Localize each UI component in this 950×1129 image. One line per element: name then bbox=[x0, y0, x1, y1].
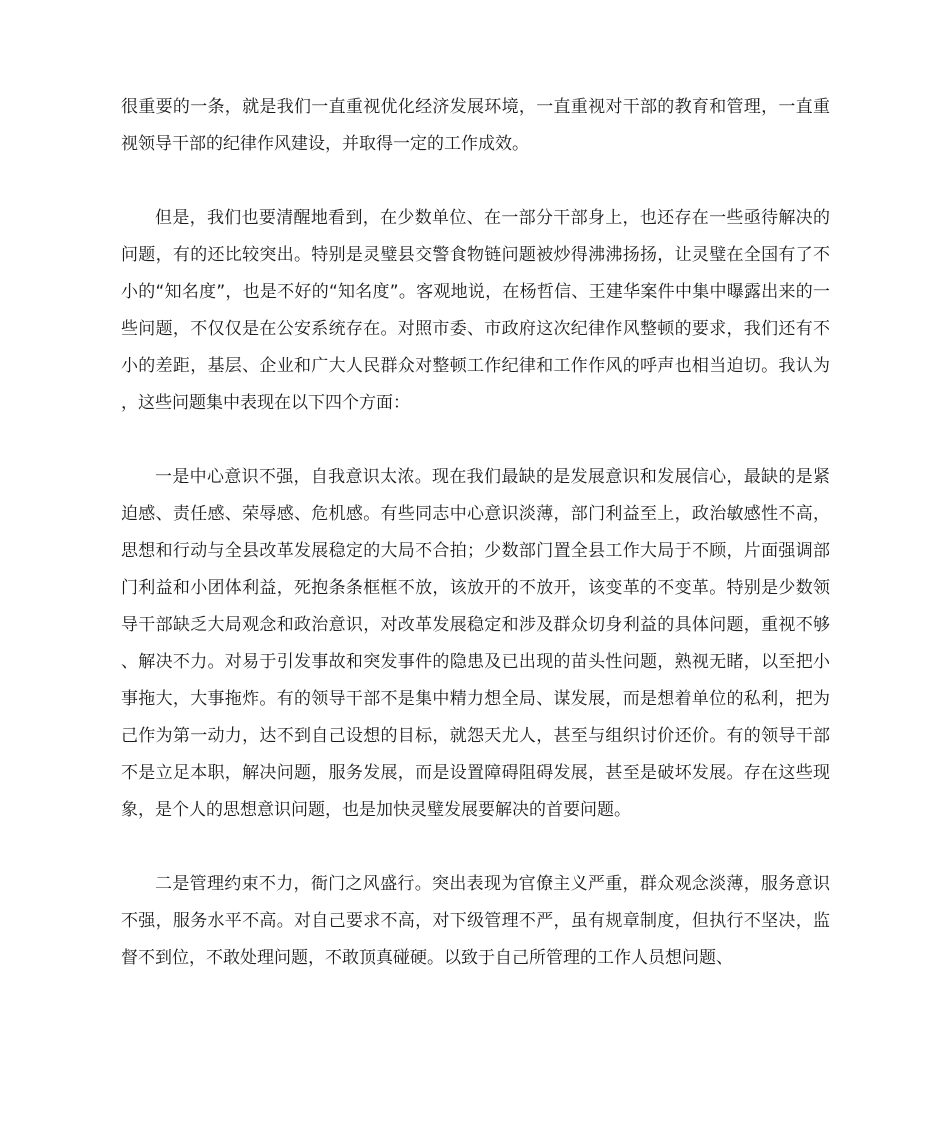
paragraph-gap bbox=[121, 829, 830, 866]
paragraph-continuation: 很重要的一条，就是我们一直重视优化经济发展环境，一直重视对干部的教育和管理，一直重视领导干部的纪律作风建设，并取得一定的工作成效。 bbox=[121, 97, 830, 154]
paragraph-problems-intro: 但是，我们也要清醒地看到，在少数单位、在一部分干部身上，也还存在一些亟待解决的问题，有的还比较突出。特别是灵璧县交警食物链问题被炒得沸沸扬扬，让灵璧在全国有了不小的“知名度”，也是不好的“知名度”。客观地说，在杨哲信、王建华案件中集中曝露出来的一些问题，不仅仅是在公安系统存在。对照市委、市政府这次纪律作风整顿的要求，我们还有不小的差距，基层、企业和广大人民群众对整顿工作纪律和工作作风的呼声也相当迫切。我认为，这些问题集中表现在以下四个方面： bbox=[121, 208, 830, 413]
document-body bbox=[121, 89, 830, 977]
paragraph-gap bbox=[121, 163, 830, 200]
paragraph-gap bbox=[121, 422, 830, 459]
paragraph-point-two: 二是管理约束不力，衙门之风盛行。突出表现为官僚主义严重，群众观念淡薄，服务意识不强，服务水平不高。对自己要求不高，对下级管理不严，虽有规章制度，但执行不坚决，监督不到位，不敢处理问题，不敢顶真碰硬。以致于自己所管理的工作人员想问题、 bbox=[121, 874, 830, 968]
paragraph-point-one: 一是中心意识不强，自我意识太浓。现在我们最缺的是发展意识和发展信心，最缺的是紧迫感、责任感、荣辱感、危机感。有些同志中心意识淡薄，部门利益至上，政治敏感性不高，思想和行动与全县改革发展稳定的大局不合拍；少数部门置全县工作大局于不顾，片面强调部门利益和小团体利益，死抱条条框框不放，该放开的不放开，该变革的不变革。特别是少数领导干部缺乏大局观念和政治意识，对改革发展稳定和涉及群众切身利益的具体问题，重视不够、解决不力。对易于引发事故和突发事件的隐患及已出现的苗头性问题，熟视无睹，以至把小事拖大，大事拖炸。有的领导干部不是集中精力想全局、谋发展，而是想着单位的私利，把为己作为第一动力，达不到自己设想的目标，就怨天尤人，甚至与组织讨价还价。有的领导干部不是立足本职，解决问题，服务发展，而是设置障碍阻碍发展，甚至是破坏发展。存在这些现象，是个人的思想意识问题，也是加快灵璧发展要解决的首要问题。 bbox=[121, 467, 830, 820]
